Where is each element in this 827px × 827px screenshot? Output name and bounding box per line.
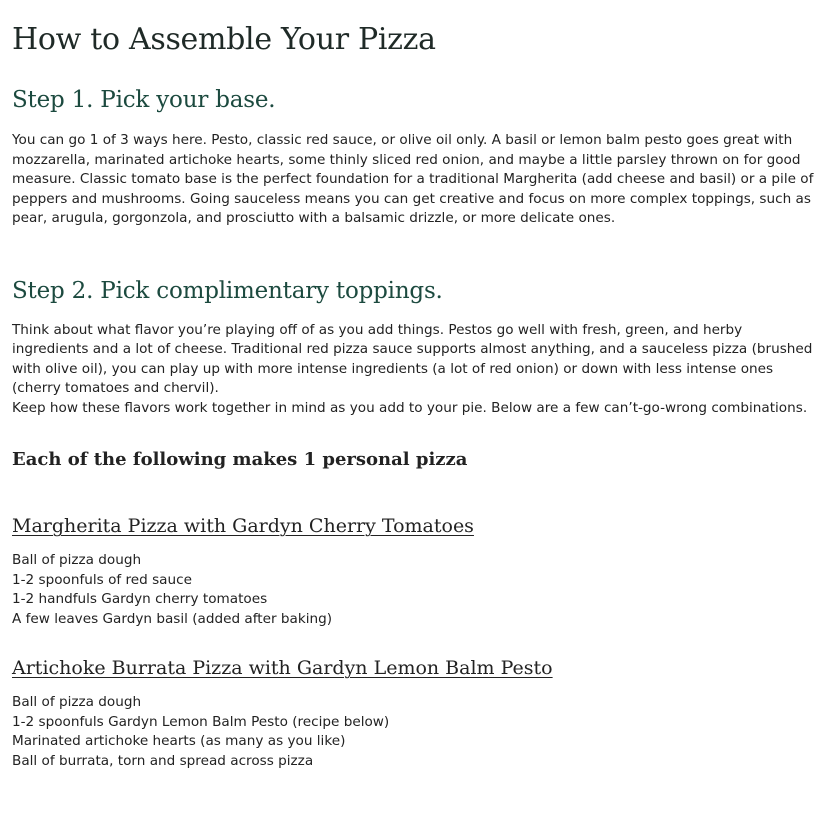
step2-body: [12, 321, 820, 419]
ingredient-item: 1-2 spoonfuls of red sauce: [12, 571, 192, 588]
article: [12, 0, 820, 771]
step2-paragraph: Think about what flavor you’re playing off of as you add things. Pestos go well with fresh, green, and herby ingredients and a lot of cheese. Traditional red pizza sauce supports almost anything, and a sauceless pizza (brushed with olive oil), you can play up with more intense ingredients (a lot of red onion) or down with less intense ones (cherry tomatoes and chervil).: [12, 321, 813, 396]
recipe-link-artichoke-burrata[interactable]: Artichoke Burrata Pizza with Gardyn Lemon Balm Pesto: [12, 657, 553, 679]
ingredient-item: A few leaves Gardyn basil (added after baking): [12, 610, 333, 627]
page-title: How to Assemble Your Pizza: [12, 22, 436, 57]
step2-paragraph-2: Keep how these flavors work together in mind as you add to your pie. Below are a few can’t-go-wrong combinations.: [12, 399, 808, 416]
ingredient-item: 1-2 spoonfuls Gardyn Lemon Balm Pesto (recipe below): [12, 713, 390, 730]
ingredient-item: Ball of burrata, torn and spread across pizza: [12, 752, 314, 769]
ingredient-item: 1-2 handfuls Gardyn cherry tomatoes: [12, 591, 268, 607]
recipe-link-margherita[interactable]: Margherita Pizza with Gardyn Cherry Tomatoes: [12, 515, 474, 537]
ingredient-item: Ball of pizza dough: [12, 552, 142, 568]
ingredient-list: [12, 693, 820, 771]
ingredient-list: [12, 551, 820, 629]
ingredient-item: Marinated artichoke hearts (as many as you like): [12, 733, 346, 749]
step1-paragraph: You can go 1 of 3 ways here. Pesto, classic red sauce, or olive oil only. A basil or lemon balm pesto goes great with mozzarella, marinated artichoke hearts, some thinly sliced red onion, and maybe a little parsley thrown on for good measure. Classic tomato base is the perfect foundation for a traditional Margherita (add cheese and basil) or a pile of peppers and mushrooms. Going sauceless means you can get creative and focus on more complex toppings, such as pear, arugula, gorgonzola, and prosciutto with a balsamic drizzle, or more delicate ones.: [12, 132, 814, 226]
personal-pizza-heading: Each of the following makes 1 personal pizza: [12, 449, 468, 470]
step1-heading: Step 1. Pick your base.: [12, 87, 276, 113]
ingredient-item: Ball of pizza dough: [12, 694, 142, 710]
step2-heading: Step 2. Pick complimentary toppings.: [12, 277, 443, 304]
